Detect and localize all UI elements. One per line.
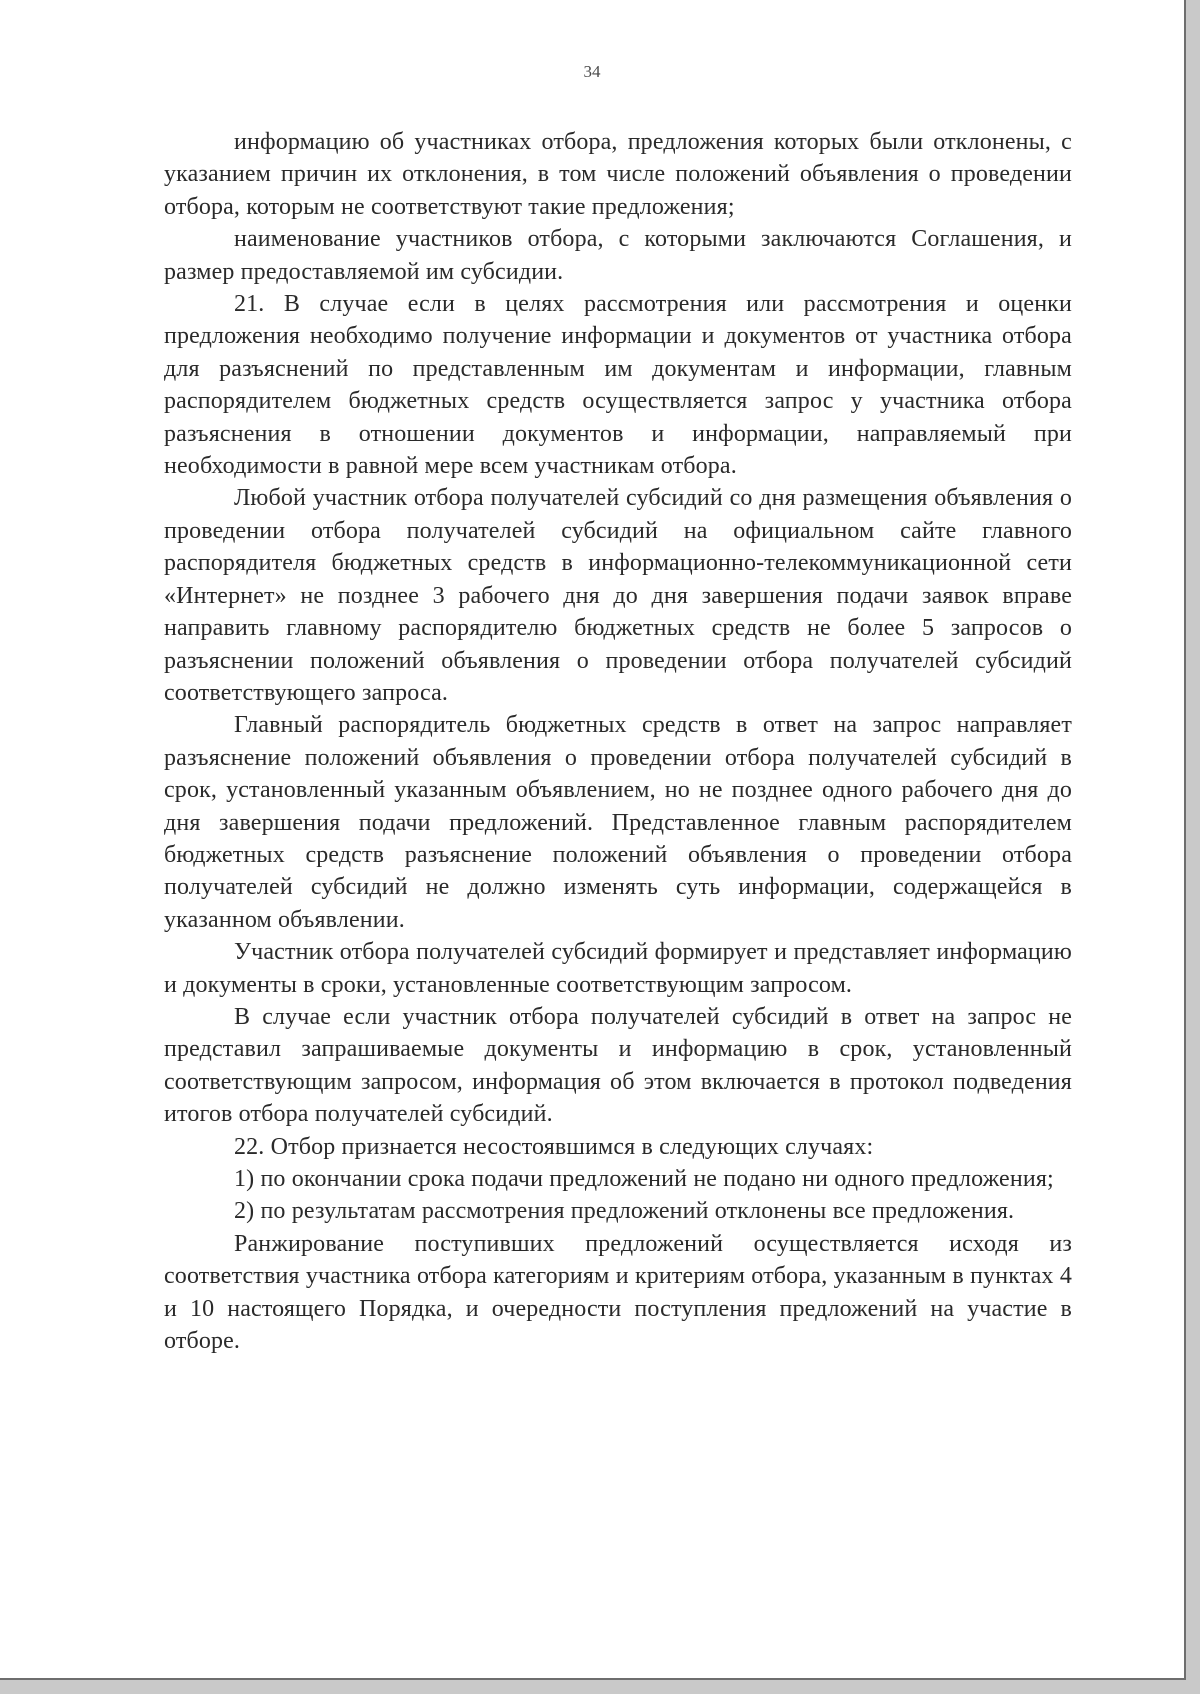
document-body (164, 126, 1072, 1357)
page-number: 34 (583, 62, 601, 81)
page-border-bottom (0, 1678, 1186, 1680)
paragraph: наименование участников отбора, с которыми заключаются Соглашения, и размер предоставляемой им субсидии. (164, 226, 1072, 285)
paragraph: Главный распорядитель бюджетных средств в ответ на запрос направляет разъяснение положений объявления о проведении отбора получателей субсидий в срок, установленный указанным объявлением, но не позднее одного рабочего дня до дня завершения подачи предложений. Представленное главным распорядителем бюджетных средств разъяснение положений объявления о проведении отбора получателей субсидий не должно изменять суть информации, содержащейся в указанном объявлении. (164, 712, 1072, 933)
page-border-right (1184, 0, 1186, 1694)
paragraph: 22. Отбор признается несостоявшимся в следующих случаях: (234, 1133, 874, 1160)
paragraph: В случае если участник отбора получателей субсидий в ответ на запрос не представил запрашиваемые документы и информацию в срок, установленный соответствующим запросом, информация об этом включается в протокол подведения итогов отбора получателей субсидий. (164, 1003, 1072, 1128)
paragraph: 2) по результатам рассмотрения предложений отклонены все предложения. (234, 1198, 1015, 1225)
page-edge-bottom (0, 1678, 1200, 1694)
paragraph: 21. В случае если в целях рассмотрения или рассмотрения и оценки предложения необходимо получение информации и документов от участника отбора для разъяснений по представленным им документам и информации, главным распорядителем бюджетных средств осуществляется запрос у участника отбора разъяснения в отношении документов и информации, направляемый при необходимости в равной мере всем участникам отбора. (164, 291, 1072, 480)
paragraph: 1) по окончании срока подачи предложений не подано ни одного предложения; (234, 1166, 1054, 1192)
paragraph: Ранжирование поступивших предложений осуществляется исходя из соответствия участника отбора категориям и критериям отбора, указанным в пунктах 4 и 10 настоящего Порядка, и очередности поступления предложений на участие в отборе. (164, 1230, 1072, 1355)
paragraph: Любой участник отбора получателей субсидий со дня размещения объявления о проведении отбора получателей субсидий на официальном сайте главного распорядителя бюджетных средств в информационно-телекоммуникационной сети «Интернет» не позднее 3 рабочего дня до дня завершения подачи заявок вправе направить главному распорядителю бюджетных средств не более 5 запросов о разъяснении положений объявления о проведении отбора получателей субсидий соответствующего запроса. (164, 485, 1072, 706)
page-edge-right (1184, 0, 1200, 1694)
paragraph: Участник отбора получателей субсидий формирует и представляет информацию и документы в сроки, установленные соответствующим запросом. (164, 939, 1072, 998)
paragraph: информацию об участниках отбора, предложения которых были отклонены, с указанием причин их отклонения, в том числе положений объявления о проведении отбора, которым не соответствуют такие предложения; (164, 129, 1072, 220)
